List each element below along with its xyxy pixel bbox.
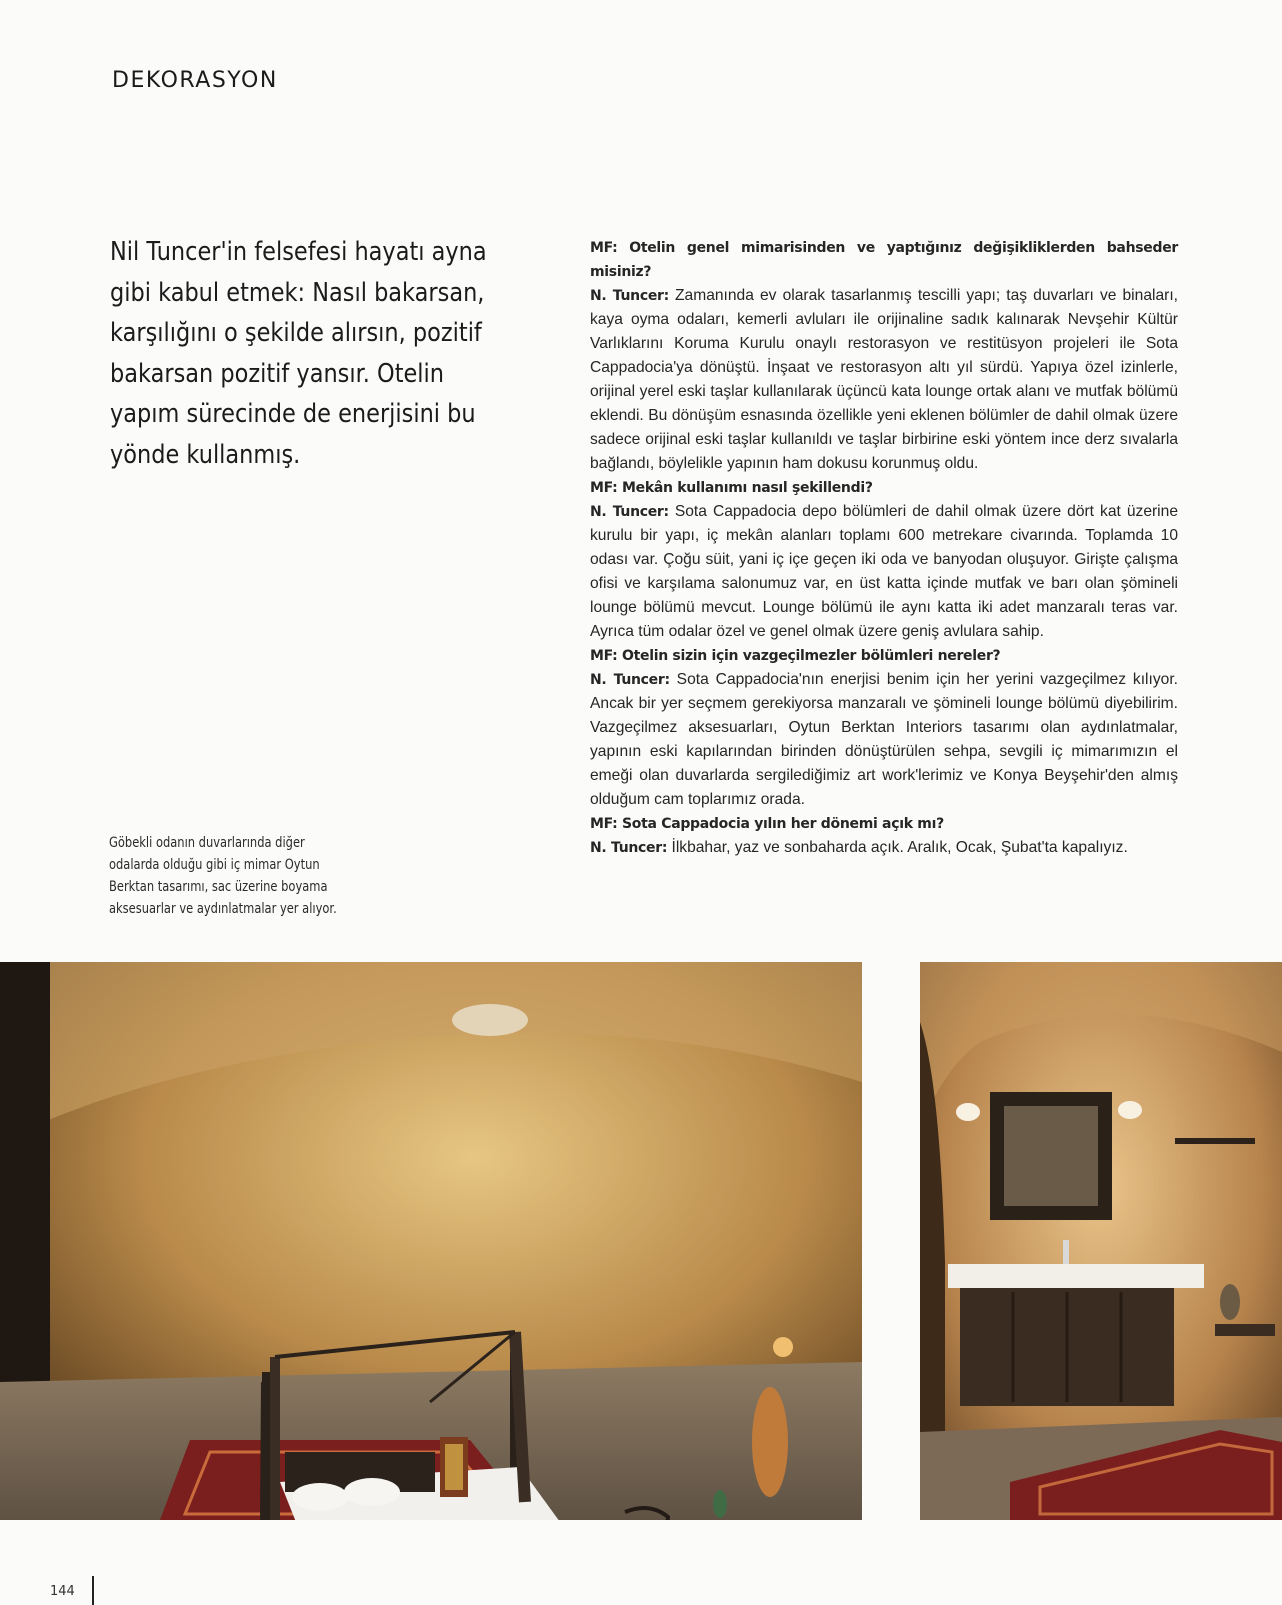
question: MF: Otelin genel mimarisinden ve yaptığınız değişikliklerden bahseder misiniz? [590, 240, 1178, 280]
page-number-rule [92, 1576, 94, 1605]
section-label: DEKORASYON [112, 68, 278, 93]
answer: N. Tuncer: İlkbahar, yaz ve sonbaharda açık. Aralık, Ocak, Şubat'ta kapalıyız. [590, 839, 1128, 856]
answer: N. Tuncer: Zamanında ev olarak tasarlanmış tescilli yapı; taş duvarları ve binaları, kaya oyma odaları, kemerli avluları ile orijinaline sadık kalınarak Nevşehir Kültür Varlıklarını Koruma Kurulu onaylı restorasyon ve restitüsyon projeleri ile Sota Cappadocia'ya dönüştü. İnşaat ve restorasyon altı yıl sürdü. Yapıya özel izinlerle, orijinal yerel eski taşlar kullanılarak üçüncü kata lounge ortak alanı ve mutfak bölümü eklendi. Bu dönüşüm esnasında özellikle yeni eklenen bölümler de dahil olmak üzere sadece orijinal eski taşlar kullanıldı ve taşlar birbirine eski yöntem ince derz sıvalarla bağlandı, böylelikle yapının ham dokusu korunmuş oldu. [590, 287, 1178, 472]
pull-quote: Nil Tuncer'in felsefesi hayatı ayna gibi kabul etmek: Nasıl bakarsan, karşılığını o şekilde alırsın, pozitif bakarsan pozitif yansır. Otelin yapım sürecinde de enerjisini bu yönde kullanmış. [110, 237, 487, 470]
bedroom-photo [0, 962, 862, 1520]
question: MF: Sota Cappadocia yılın her dönemi açık mı? [590, 816, 944, 832]
answer: N. Tuncer: Sota Cappadocia'nın enerjisi benim için her yerini vazgeçilmez kılıyor. Ancak bir yer seçmem gerekiyorsa manzaralı ve şömineli lounge bölümü diyebilirim. Vazgeçilmez aksesuarları, Oytun Berktan Interiors tasarımı olan aydınlatmalar, yapının eski kapılarından birinden dönüştürülen sehpa, sevgili iç mimarımızın el emeği olan duvarlarda sergilediğimiz art work'lerimiz ve Konya Beyşehir'den almış olduğum cam toplarımız orada. [590, 671, 1178, 808]
page-number: 144 [50, 1584, 75, 1599]
question: MF: Otelin sizin için vazgeçilmezler bölümleri nereler? [590, 648, 1001, 664]
photo-caption: Göbekli odanın duvarlarında diğer odalarda olduğu gibi iç mimar Oytun Berktan tasarımı, sac üzerine boyama aksesuarlar ve aydınlatmalar yer alıyor. [109, 835, 337, 917]
bathroom-photo [920, 962, 1282, 1520]
answer: N. Tuncer: Sota Cappadocia depo bölümleri de dahil olmak üzere dört kat üzerine kurulu bir yapı, iç mekân alanları toplamı 600 metrekare civarında. Toplamda 10 odası var. Çoğu süit, yani iç içe geçen iki oda ve banyodan oluşuyor. Girişte çalışma ofisi ve karşılama salonumuz var, en üst katta içinde mutfak ve barı olan şömineli lounge bölümü mevcut. Lounge bölümü ile aynı katta iki adet manzaralı teras var. Ayrıca tüm odalar özel ve genel olmak üzere geniş avlulara sahip. [590, 503, 1178, 640]
question: MF: Mekân kullanımı nasıl şekillendi? [590, 480, 873, 496]
interview-text [590, 236, 1178, 860]
